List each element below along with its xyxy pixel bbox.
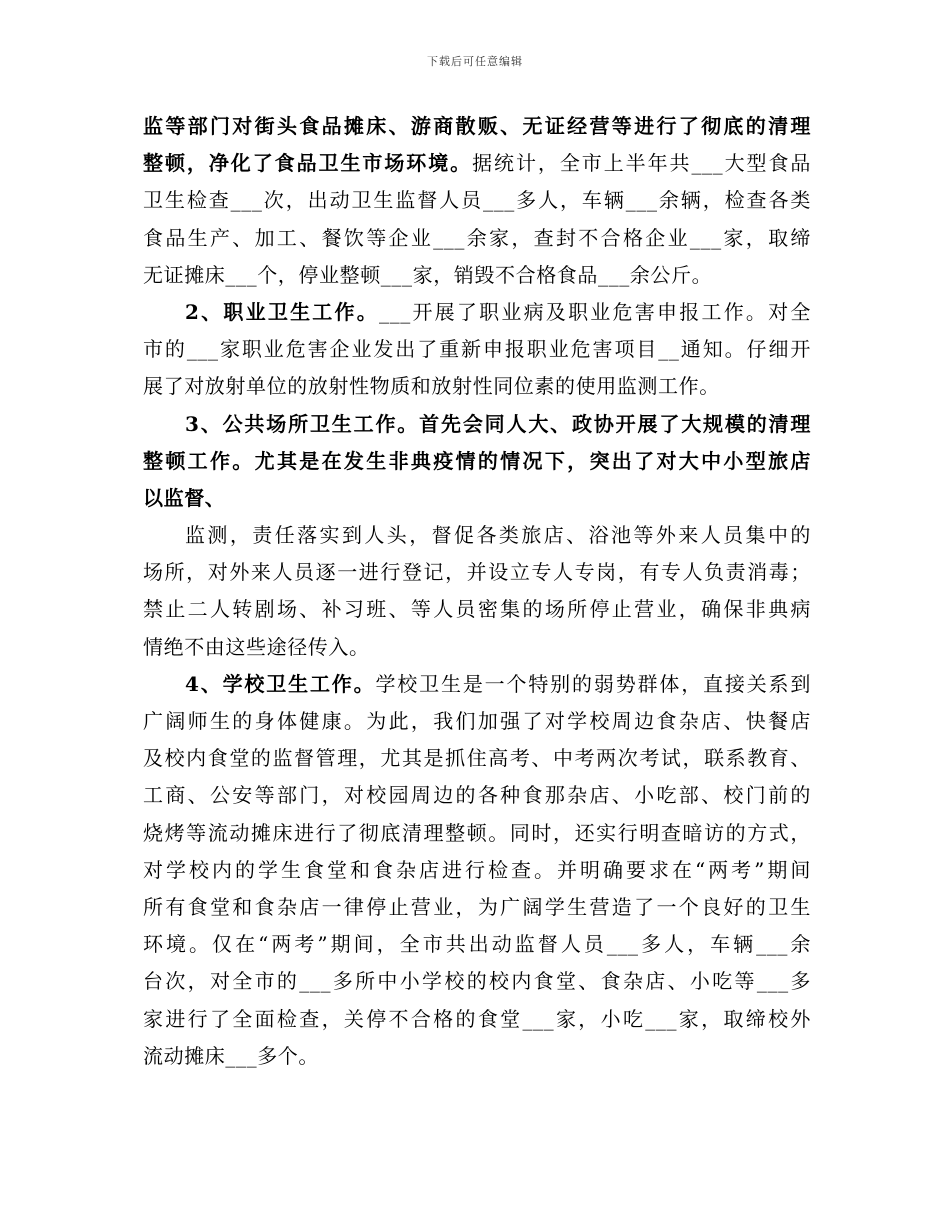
line-text: 监等部门对街头食品摊床、游商散贩、无证经营等进行了彻底的清理	[143, 114, 811, 138]
line-text: 环境。仅在“两考”期间，全市共出动监督人员___多人，车辆___余	[143, 932, 811, 957]
text-line	[143, 406, 811, 443]
text-line	[143, 182, 811, 219]
text-line	[143, 666, 811, 703]
text-line	[143, 1001, 811, 1038]
text-line	[143, 852, 811, 889]
line-text: 场所，对外来人员逐一进行登记，并设立专人专岗，有专人负责消毒；	[143, 560, 811, 585]
line-text: 禁止二人转剧场、补习班、等人员密集的场所停止营业，确保非典病	[143, 597, 811, 622]
line-text: 广阔师生的身体健康。为此，我们加强了对学校周边食杂店、快餐店	[143, 709, 811, 733]
text-line	[143, 889, 811, 926]
line-text: 无证摊床___个，停业整顿___家，销毁不合格食品___余公斤。	[143, 262, 713, 287]
text-line	[143, 703, 811, 740]
line-text: 所有食堂和食杂店一律停止营业，为广阔学生营造了一个良好的卫生	[143, 894, 811, 919]
line-text: 监测，责任落实到人头，督促各类旅店、浴池等外来人员集中的	[185, 523, 811, 548]
line-text: 以监督、	[143, 485, 226, 510]
line-text: 食品生产、加工、餐饮等企业___余家，查封不合格企业___家，取缔	[143, 225, 811, 250]
text-line	[143, 740, 811, 777]
line-text: ___开展了职业病及职业危害申报工作。对全	[379, 299, 811, 324]
line-text: 及校内食堂的监督管理，尤其是抓住高考、中考两次考试，联系教育、	[143, 746, 811, 771]
line-text: 对学校内的学生食堂和食杂店进行检查。并明确要求在“两考”期间	[143, 857, 811, 882]
line-text: 展了对放射单位的放射性物质和放射性同位素的使用监测工作。	[143, 374, 720, 399]
text-line	[143, 1038, 811, 1075]
text-line	[143, 368, 811, 405]
line-text: 流动摊床___多个。	[143, 1043, 319, 1068]
text-line	[143, 331, 811, 368]
text-line	[143, 815, 811, 852]
line-text: 家进行了全面检查，关停不合格的食堂___家，小吃___家，取缔校外	[143, 1006, 811, 1031]
line-text: 台次，对全市的___多所中小学校的校内食堂、食杂店、小吃等___多	[143, 969, 811, 994]
line-text: 烧烤等流动摊床进行了彻底清理整顿。同时，还实行明查暗访的方式，	[143, 820, 811, 845]
line-text: 据统计，全市上半年共___大型食品	[472, 151, 812, 176]
line-text: 工商、公安等部门，对校园周边的各种食那杂店、小吃部、校门前的	[143, 783, 811, 808]
text-line	[143, 257, 811, 294]
text-line	[143, 963, 811, 1000]
text-line	[143, 926, 811, 963]
text-line	[143, 443, 811, 480]
text-line	[143, 108, 811, 145]
section-heading: 4、学校卫生工作。	[185, 671, 376, 696]
document-body	[143, 108, 811, 1075]
page-header: 下载后可任意编辑	[427, 55, 523, 68]
line-text: 学校卫生是一个特别的弱势群体，直接关系到	[375, 671, 811, 696]
line-text: 整顿工作。尤其是在发生非典疫情的情况下，突出了对大中小型旅店	[143, 448, 811, 473]
text-line	[143, 591, 811, 628]
section-heading: 整顿，净化了食品卫生市场环境。	[143, 151, 473, 176]
line-text: 市的___家职业危害企业发出了重新申报职业危害项目__通知。仔细开	[143, 337, 811, 362]
text-line	[143, 517, 811, 554]
line-text: 情绝不由这些途径传入。	[143, 634, 370, 659]
text-line	[143, 294, 811, 331]
text-line	[143, 554, 811, 591]
text-line	[143, 220, 811, 257]
section-heading: 2、职业卫生工作。	[185, 299, 380, 324]
text-line	[143, 777, 811, 814]
text-line	[143, 480, 811, 517]
line-text: 卫生检查___次，出动卫生监督人员___多人，车辆___余辆，检查各类	[143, 188, 811, 213]
line-text: 3、公共场所卫生工作。首先会同人大、政协开展了大规模的清理	[185, 411, 811, 436]
text-line	[143, 145, 811, 182]
text-line	[143, 629, 811, 666]
